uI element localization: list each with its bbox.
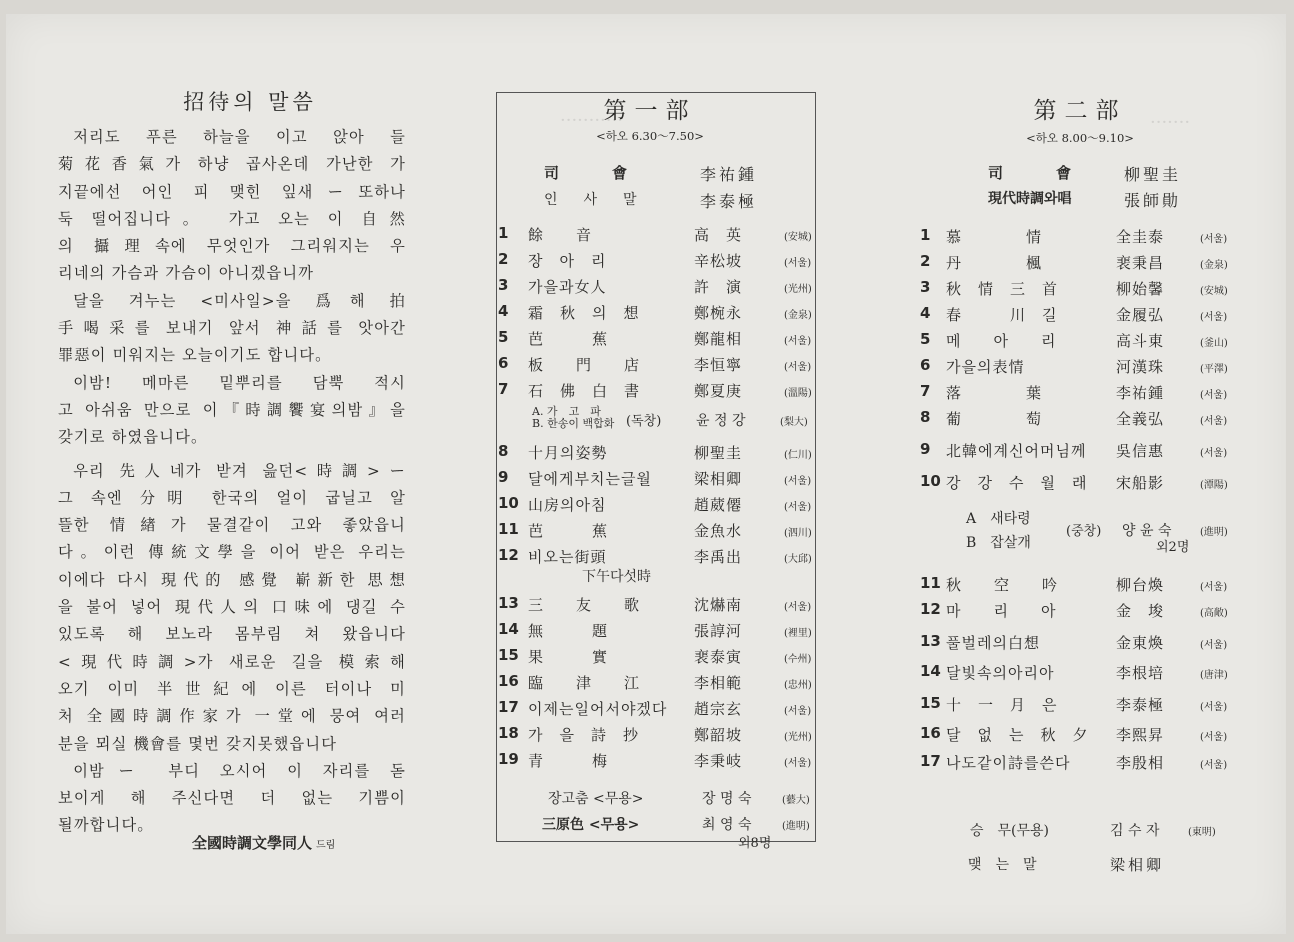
item-author: 金 埈: [1116, 602, 1165, 620]
item-place: (唐津): [1200, 670, 1228, 681]
item-title: 강 강 수 월 래: [946, 474, 1088, 492]
item-author: 李熙昇: [1116, 726, 1165, 744]
item-title: 三 友 歌: [528, 596, 641, 614]
item-author: 柳聖圭: [694, 444, 743, 462]
item-title: 山房의아침: [528, 496, 607, 514]
item-author: 河漢珠: [1116, 358, 1165, 376]
item-author: 李相範: [694, 674, 743, 692]
item-title: 十月의姿勢: [528, 444, 608, 462]
invitation-line: 보이게 해 주신다면 더 없는 기쁨이: [58, 789, 406, 808]
item-number: 16: [498, 672, 519, 690]
item-author: 李秉岐: [694, 752, 743, 770]
solo-a: A. 가 고 파: [532, 405, 601, 418]
closing-title: 맺 는 말: [968, 857, 1037, 873]
invitation-line: 저리도 푸른 하늘을 이고 앉아 들: [73, 128, 406, 146]
mc2-label: 司 會: [988, 164, 1074, 182]
item-place: (서울): [1200, 582, 1228, 593]
choir-type: (중창): [1066, 524, 1102, 539]
dance1-place: (藝大): [782, 795, 810, 806]
choir-a: A 새타령: [966, 511, 1031, 527]
item-author: 柳始馨: [1116, 280, 1165, 298]
item-place: (金泉): [784, 310, 812, 321]
signature-name: 全國時調文學同人: [192, 834, 313, 852]
invitation-line: 오기 이미 半世紀에 이른 터이나 미: [58, 679, 406, 698]
invitation-line: 뜰한 情緖가 물결같이 고와 좋았읍니: [58, 516, 406, 535]
part1-time: <하오 6.30～7.50>: [596, 129, 704, 143]
invitation-line: 이밤! 메마른 밑뿌리를 담뿍 적시: [73, 373, 406, 392]
item-place: (忠州): [784, 680, 812, 691]
invitation-line: 있도록 해 보노라 몸부림 쳐 왔읍니다: [58, 625, 406, 644]
item-number: 9: [498, 468, 509, 486]
item-author: 李泰極: [1116, 696, 1165, 714]
item-title: 秋 情 三 首: [946, 280, 1059, 298]
choir-place: (進明): [1200, 527, 1228, 538]
item-place: (高敞): [1200, 608, 1228, 619]
item-number: 5: [498, 328, 509, 346]
item-number: 13: [498, 594, 519, 612]
item-author: 李祐鍾: [1116, 384, 1165, 402]
invitation-line: 달을 겨누는 <미사일>을 爲해 拍: [73, 291, 406, 310]
item-number: 8: [920, 408, 931, 426]
dance-title: 승 무(무용): [970, 823, 1050, 839]
item-number: 15: [498, 646, 519, 664]
item-number: 10: [498, 494, 519, 512]
item-title: 慕 情: [946, 228, 1043, 246]
part1-title: 第一部: [603, 98, 697, 124]
item-title: 장 아 리: [528, 252, 607, 270]
item-number: 8: [498, 442, 509, 460]
invitation-line: 처 全國時調作家가 一堂에 뭉여 여러: [58, 707, 406, 726]
item-place: (仁川): [784, 450, 812, 461]
item-place: (서울): [784, 758, 812, 769]
choir-extra: 외2명: [1156, 540, 1190, 555]
item-place: (서울): [1200, 760, 1228, 771]
invitation-line: 둑 떨어집니다。 가고 오는 이 自然: [58, 209, 406, 228]
mc-name: 李祐鍾: [700, 165, 758, 184]
item-title: 青 梅: [528, 752, 609, 770]
item-number: 2: [920, 252, 931, 270]
invitation-line: 菊花香氣가 하냥 곱사온데 가난한 가: [58, 155, 406, 174]
item-author: 趙宗玄: [694, 700, 743, 718]
item-place: (裡里): [784, 628, 812, 639]
item-title: 無 題: [528, 622, 609, 640]
item-place: (서울): [784, 476, 812, 487]
item-author: 鄭椀永: [694, 304, 743, 322]
item-place: (서울): [1200, 448, 1228, 459]
item-place: (서울): [1200, 640, 1228, 651]
item-place: (서울): [784, 602, 812, 613]
item-number: 6: [498, 354, 509, 372]
item-number: 17: [920, 752, 941, 770]
item-title: 落 葉: [946, 384, 1043, 402]
item-author: 沈爀南: [694, 596, 743, 614]
invitation-line: 지끝에선 어인 피 맺힌 잎새ー또하나: [58, 182, 406, 201]
dance-name: 김 수 자: [1110, 823, 1160, 839]
item-author: 吳信惠: [1116, 442, 1165, 460]
closing-name: 梁相卿: [1110, 856, 1165, 874]
invitation-line: 우리 先人네가 받겨 읊던<時調>ー: [73, 461, 406, 480]
item-number: 11: [920, 574, 941, 592]
item-title: 丹 楓: [946, 254, 1043, 272]
item-number: 19: [498, 750, 519, 768]
item-place: (서울): [784, 362, 812, 373]
dance-place: (東明): [1188, 827, 1216, 838]
item-title: 가을의表情: [946, 358, 1025, 376]
item-number: 3: [920, 278, 931, 296]
solo-place: (梨大): [780, 417, 808, 428]
item-author: 梁相卿: [694, 470, 743, 488]
item-number: 12: [498, 546, 519, 564]
lecture-label: 現代時調와唱: [988, 191, 1072, 207]
item-author: 柳台煥: [1116, 576, 1165, 594]
item-title: 비오는街頭: [528, 548, 607, 566]
invitation-line: 이밤ー 부디 오시어 이 자리를 돋: [73, 761, 406, 780]
item-number: 1: [498, 224, 509, 242]
item-title: 葡 萄: [946, 410, 1043, 428]
item-number: 9: [920, 440, 931, 458]
item-title: 北韓에계신어머님께: [946, 442, 1087, 460]
item-title: 芭 蕉: [528, 330, 609, 348]
item-number: 13: [920, 632, 941, 650]
item-author: 李禹出: [694, 548, 743, 566]
item12-subtitle: 下午다섯時: [582, 569, 652, 585]
item-title: 가 을 詩 抄: [528, 726, 639, 744]
item-number: 4: [920, 304, 931, 322]
item-place: (서울): [1200, 732, 1228, 743]
solo-b: B. 한송이 백합화: [532, 417, 615, 430]
item-place: (溫陽): [784, 388, 812, 399]
item-title: 풀벌레의白想: [946, 634, 1040, 652]
invitation-line: <現代時調>가 새로운 길을 模索해: [58, 652, 406, 671]
item-author: 全義弘: [1116, 410, 1165, 428]
item-title: 가을과女人: [528, 278, 607, 296]
item-title: 果 實: [528, 648, 609, 666]
mc2-name: 柳聖圭: [1124, 165, 1182, 184]
item-place: (서울): [784, 706, 812, 717]
invitation-line: 고 아쉬움 만으로 이『時調饗宴의밤』을: [58, 400, 406, 419]
item-title: 石 佛 白 書: [528, 382, 641, 400]
item-number: 3: [498, 276, 509, 294]
item-place: (安城): [784, 232, 812, 243]
item-number: 7: [920, 382, 931, 400]
item-title: 餘 音: [528, 226, 593, 244]
item-number: 10: [920, 472, 941, 490]
invitation-line: 을 불어 넣어 現代人의 口味에 댕길 수: [58, 598, 406, 617]
item-title: 秋 空 吟: [946, 576, 1059, 594]
item-author: 金魚水: [694, 522, 743, 540]
invitation-line: 의 攝理속에 무엇인가 그리워지는 우: [58, 237, 406, 256]
dance2-place: (進明): [782, 821, 810, 832]
item-author: 張諄河: [694, 622, 743, 640]
invitation-line: 갖기로 하였읍니다。: [58, 428, 208, 447]
item-title: 十 一 月 은: [946, 696, 1058, 714]
invitation-title: 招待의 말씀: [183, 90, 317, 114]
invitation-line: 리네의 가슴과 가슴이 아니겠읍니까: [58, 264, 315, 283]
item-author: 趙葳僊: [694, 496, 743, 514]
item-place: (서울): [1200, 702, 1228, 713]
item-place: (서울): [1200, 390, 1228, 401]
item-place: (泗川): [784, 528, 812, 539]
item-number: 4: [498, 302, 509, 320]
item-author: 鄭夏庚: [694, 382, 743, 400]
item-author: 高 英: [694, 226, 743, 244]
dance2-name: 최 영 숙: [702, 817, 752, 833]
solo-type: (독창): [626, 414, 662, 429]
item-number: 12: [920, 600, 941, 618]
item-title: 달 없 는 秋 夕: [946, 726, 1089, 744]
dance2-title: 三原色 <무용>: [542, 817, 640, 833]
item-number: 14: [920, 662, 941, 680]
item-place: (大邱): [784, 554, 812, 565]
item-title: 霜 秋 의 想: [528, 304, 640, 322]
item-place: (平澤): [1200, 364, 1228, 375]
item-author: 金東煥: [1116, 634, 1165, 652]
item-number: 17: [498, 698, 519, 716]
mc-label: 司 會: [544, 164, 630, 182]
item-title: 芭 蕉: [528, 522, 609, 540]
invitation-line: 이에다 다시 現代的 感覺 嶄新한 思想: [58, 570, 406, 589]
invitation-line: 手喝采를 보내기 앞서 神話를 앗아간: [58, 319, 406, 338]
item-number: 7: [498, 380, 509, 398]
item-author: 裵泰寅: [694, 648, 743, 666]
item-place: (수州): [784, 654, 812, 665]
lecture-name: 張師勛: [1124, 191, 1182, 210]
item-number: 14: [498, 620, 519, 638]
invitation-text: [58, 124, 406, 840]
item-title: 메 아 리: [946, 332, 1057, 350]
item-title: 달에게부치는글월: [528, 470, 652, 488]
invitation-line: 다。이런 傳統文學을 이어 받은 우리는: [58, 543, 406, 562]
signature-suffix: 드림: [316, 840, 336, 851]
item-author: 李根培: [1116, 664, 1165, 682]
part2-title: 第二部: [1033, 98, 1127, 124]
item-title: 이제는일어서야겠다: [528, 700, 668, 718]
signature: [192, 832, 335, 853]
solo-name: 윤 정 강: [696, 413, 746, 429]
item-title: 달빛속의아리아: [946, 664, 1055, 682]
choir-name: 양 윤 숙: [1122, 523, 1172, 539]
item-number: 15: [920, 694, 941, 712]
greeting-name: 李泰極: [700, 192, 758, 211]
dance1-title: 장고춤 <무용>: [548, 791, 644, 807]
item-number: 5: [920, 330, 931, 348]
item-place: (釜山): [1200, 338, 1228, 349]
item-number: 6: [920, 356, 931, 374]
item-number: 16: [920, 724, 941, 742]
invitation-line: 될까합니다。: [58, 816, 154, 835]
item-place: (金泉): [1200, 260, 1228, 271]
part2-time: <하오 8.00～9.10>: [1026, 131, 1134, 145]
item-title: 나도같이詩를쓴다: [946, 754, 1071, 772]
item-place: (서울): [784, 502, 812, 513]
item-place: (光州): [784, 284, 812, 295]
item-author: 高斗東: [1116, 332, 1165, 350]
item-author: 全圭泰: [1116, 228, 1165, 246]
choir-b: B 잡살개: [966, 535, 1031, 551]
item-number: 18: [498, 724, 519, 742]
item-place: (서울): [784, 336, 812, 347]
item-title: 마 리 아: [946, 602, 1057, 620]
item-author: 鄭龍相: [694, 330, 743, 348]
item-place: (安城): [1200, 286, 1228, 297]
item-place: (潭陽): [1200, 480, 1228, 491]
dance1-name: 장 명 숙: [702, 791, 752, 807]
item-author: 金履弘: [1116, 306, 1165, 324]
item-title: 春 川 길: [946, 306, 1058, 324]
invitation-line: 그 속엔 分明 한국의 얼이 굽닐고 알: [58, 488, 406, 507]
item-author: 許 演: [694, 278, 743, 296]
invitation-line: 분을 뫼실 機會를 몇번 갖지못했읍니다: [58, 734, 338, 753]
item-author: 李殷相: [1116, 754, 1165, 772]
item-number: 1: [920, 226, 931, 244]
item-author: 李恒寧: [694, 356, 743, 374]
item-place: (서울): [1200, 234, 1228, 245]
item-place: (서울): [784, 258, 812, 269]
item-author: 辛松坡: [694, 252, 743, 270]
invitation-line: 罪惡이 미워지는 오늘이기도 합니다。: [58, 346, 332, 365]
item-number: 11: [498, 520, 519, 538]
item-place: (서울): [1200, 416, 1228, 427]
greeting-label: 인 사 말: [544, 192, 643, 208]
item-number: 2: [498, 250, 509, 268]
item-author: 宋船影: [1116, 474, 1165, 492]
dance2-extra: 외8명: [738, 836, 772, 851]
item-author: 鄭韶坡: [694, 726, 743, 744]
item-place: (光州): [784, 732, 812, 743]
item-place: (서울): [1200, 312, 1228, 323]
item-title: 板 門 店: [528, 356, 641, 374]
item-title: 臨 津 江: [528, 674, 641, 692]
item-author: 裵秉昌: [1116, 254, 1165, 272]
